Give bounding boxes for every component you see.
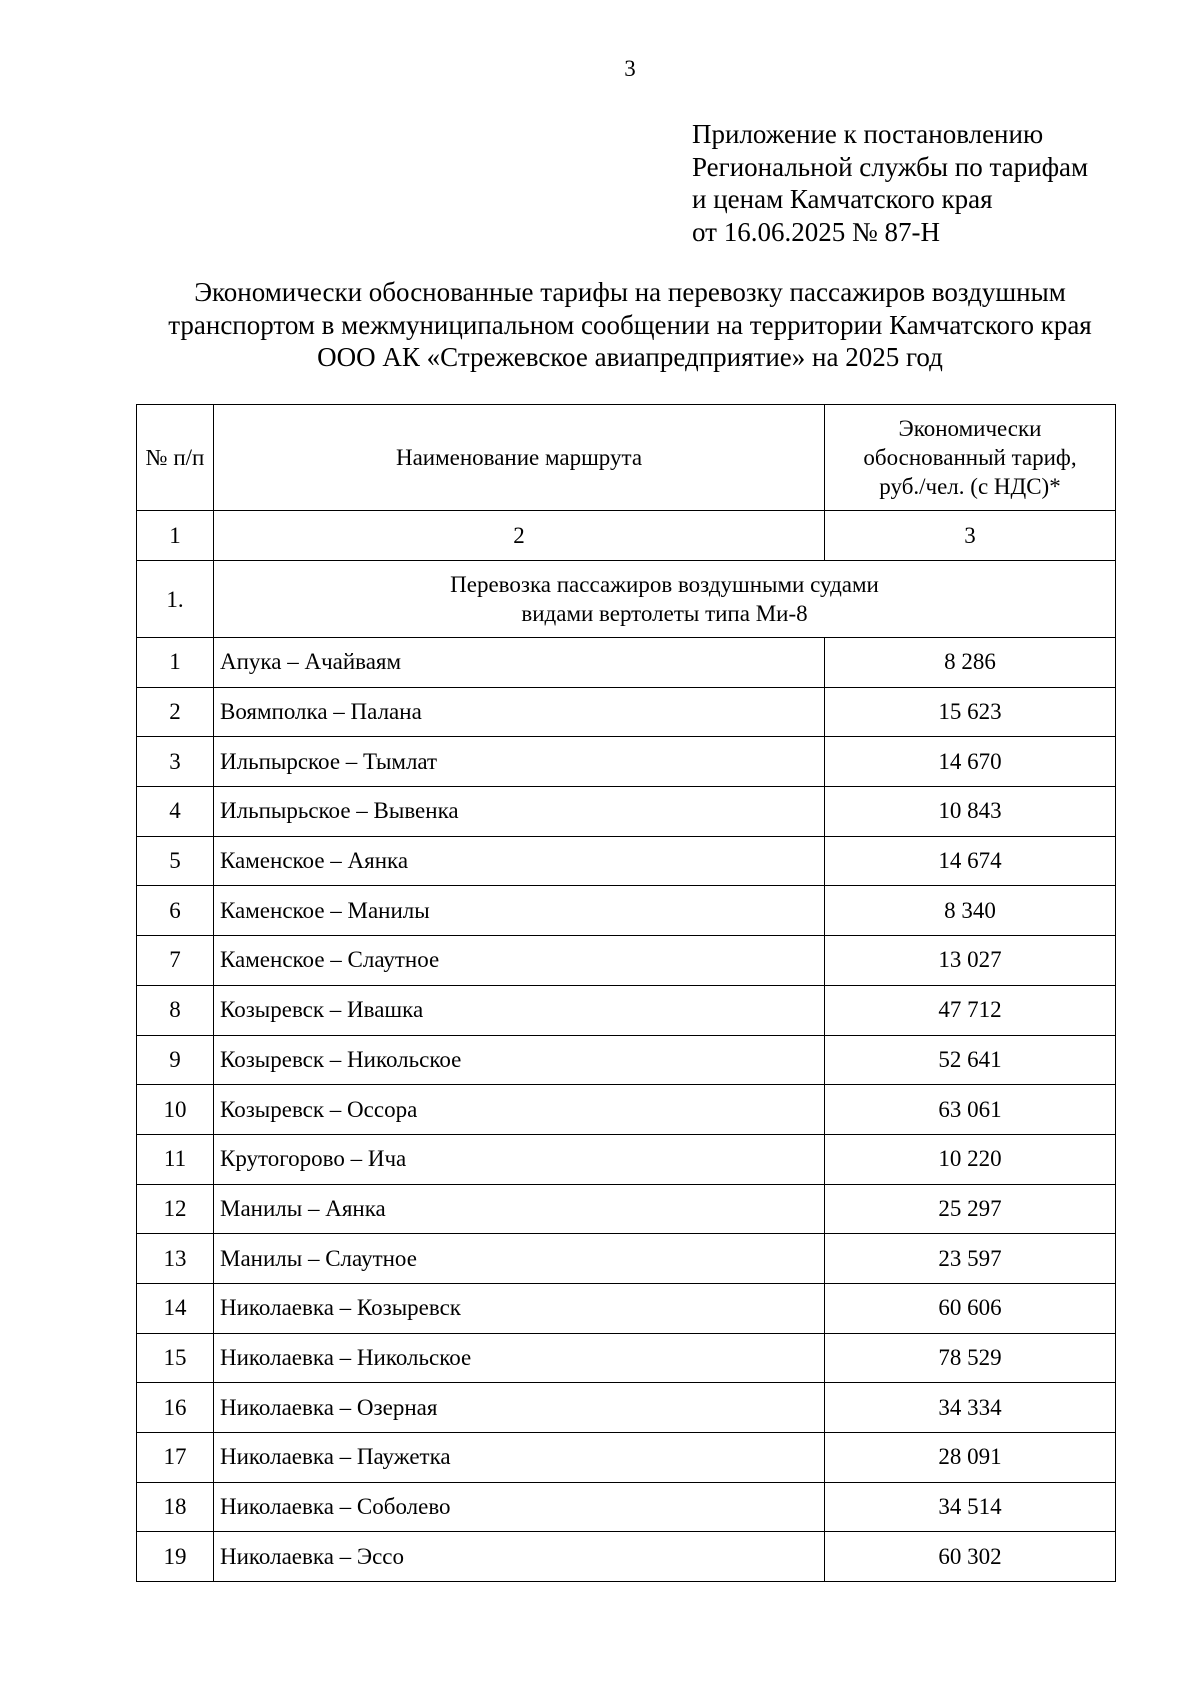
table-row: [137, 985, 1116, 1035]
tariff-value: 15 623: [825, 687, 1116, 737]
tariff-value: 10 220: [825, 1134, 1116, 1184]
table-row: [137, 1184, 1116, 1234]
route-name: Николаевка – Соболево: [214, 1482, 825, 1532]
tariff-value: 60 302: [825, 1532, 1116, 1582]
section-title: [214, 561, 1116, 638]
section-number: 1.: [137, 561, 214, 638]
route-name: Крутогорово – Ича: [214, 1134, 825, 1184]
table-row: [137, 1433, 1116, 1483]
table-row: [137, 787, 1116, 837]
row-number: 10: [137, 1085, 214, 1135]
tariff-value: 34 514: [825, 1482, 1116, 1532]
row-number: 17: [137, 1433, 214, 1483]
tariff-value: 78 529: [825, 1333, 1116, 1383]
route-name: Николаевка – Никольское: [214, 1333, 825, 1383]
table-row: [137, 1234, 1116, 1284]
route-name: Ильпырское – Тымлат: [214, 737, 825, 787]
route-name: Каменское – Слаутное: [214, 936, 825, 986]
table-row: [137, 1134, 1116, 1184]
route-name: Козыревск – Оссора: [214, 1085, 825, 1135]
tariff-value: 60 606: [825, 1283, 1116, 1333]
row-number: 14: [137, 1283, 214, 1333]
table-row: [137, 936, 1116, 986]
route-name: Воямполка – Палана: [214, 687, 825, 737]
route-name: Манилы – Аянка: [214, 1184, 825, 1234]
section-title-line: видами вертолеты типа Ми-8: [521, 601, 808, 626]
route-name: Козыревск – Никольское: [214, 1035, 825, 1085]
tariff-value: 52 641: [825, 1035, 1116, 1085]
route-name: Николаевка – Козыревск: [214, 1283, 825, 1333]
header-route: Наименование маршрута: [214, 405, 825, 511]
row-number: 7: [137, 936, 214, 986]
table-row: [137, 1085, 1116, 1135]
tariff-value: 47 712: [825, 985, 1116, 1035]
appendix-line: от 16.06.2025 № 87-Н: [692, 216, 940, 247]
table-row: [137, 836, 1116, 886]
tariff-table: [136, 404, 1116, 1582]
route-name: Николаевка – Паужетка: [214, 1433, 825, 1483]
appendix-line: Региональной службы по тарифам: [692, 151, 1089, 182]
row-number: 8: [137, 985, 214, 1035]
table-row: [137, 1532, 1116, 1582]
row-number: 19: [137, 1532, 214, 1582]
tariff-value: 14 670: [825, 737, 1116, 787]
table-header-row: [137, 405, 1116, 511]
table-row: [137, 1482, 1116, 1532]
row-number: 6: [137, 886, 214, 936]
table-row: [137, 1035, 1116, 1085]
row-number: 3: [137, 737, 214, 787]
column-number: 1: [137, 511, 214, 561]
tariff-value: 23 597: [825, 1234, 1116, 1284]
row-number: 18: [137, 1482, 214, 1532]
row-number: 2: [137, 687, 214, 737]
table-row: [137, 886, 1116, 936]
tariff-value: 28 091: [825, 1433, 1116, 1483]
row-number: 1: [137, 638, 214, 688]
title-line: Экономически обоснованные тарифы на перевозку пассажиров воздушным: [194, 277, 1066, 307]
route-name: Каменское – Аянка: [214, 836, 825, 886]
column-numbers-row: [137, 511, 1116, 561]
column-number: 2: [214, 511, 825, 561]
route-name: Манилы – Слаутное: [214, 1234, 825, 1284]
route-name: Николаевка – Эссо: [214, 1532, 825, 1582]
document-title: [100, 276, 1160, 374]
table-row: [137, 1333, 1116, 1383]
tariff-value: 8 340: [825, 886, 1116, 936]
tariff-value: 63 061: [825, 1085, 1116, 1135]
header-tariff-line: Экономически: [898, 416, 1042, 441]
appendix-line: и ценам Камчатского края: [692, 184, 993, 214]
table-row: [137, 737, 1116, 787]
section-title-line: Перевозка пассажиров воздушными судами: [450, 572, 879, 597]
route-name: Николаевка – Озерная: [214, 1383, 825, 1433]
tariff-value: 14 674: [825, 836, 1116, 886]
title-line: ООО АК «Стрежевское авиапредприятие» на 2025 год: [317, 342, 943, 372]
appendix-note: [692, 118, 1088, 248]
appendix-line: Приложение к постановлению: [692, 119, 1044, 149]
route-name: Козыревск – Ивашка: [214, 985, 825, 1035]
header-tariff-line: руб./чел. (с НДС)*: [879, 474, 1061, 499]
page-number: 3: [624, 56, 636, 81]
header-number: № п/п: [137, 405, 214, 511]
table-row: [137, 638, 1116, 688]
table-row: [137, 1283, 1116, 1333]
route-name: Каменское – Манилы: [214, 886, 825, 936]
route-name: Ильпырьское – Вывенка: [214, 787, 825, 837]
tariff-value: 8 286: [825, 638, 1116, 688]
row-number: 9: [137, 1035, 214, 1085]
table-row: [137, 687, 1116, 737]
tariff-value: 34 334: [825, 1383, 1116, 1433]
row-number: 4: [137, 787, 214, 837]
tariff-value: 10 843: [825, 787, 1116, 837]
row-number: 13: [137, 1234, 214, 1284]
route-name: Апука – Ачайваям: [214, 638, 825, 688]
tariff-value: 13 027: [825, 936, 1116, 986]
header-tariff-line: обоснованный тариф,: [863, 445, 1077, 470]
table-row: [137, 1383, 1116, 1433]
row-number: 12: [137, 1184, 214, 1234]
tariff-value: 25 297: [825, 1184, 1116, 1234]
row-number: 16: [137, 1383, 214, 1433]
row-number: 11: [137, 1134, 214, 1184]
header-tariff: [825, 405, 1116, 511]
column-number: 3: [825, 511, 1116, 561]
title-line: транспортом в межмуниципальном сообщении на территории Камчатского края: [168, 309, 1092, 340]
section-row: [137, 561, 1116, 638]
row-number: 15: [137, 1333, 214, 1383]
row-number: 5: [137, 836, 214, 886]
